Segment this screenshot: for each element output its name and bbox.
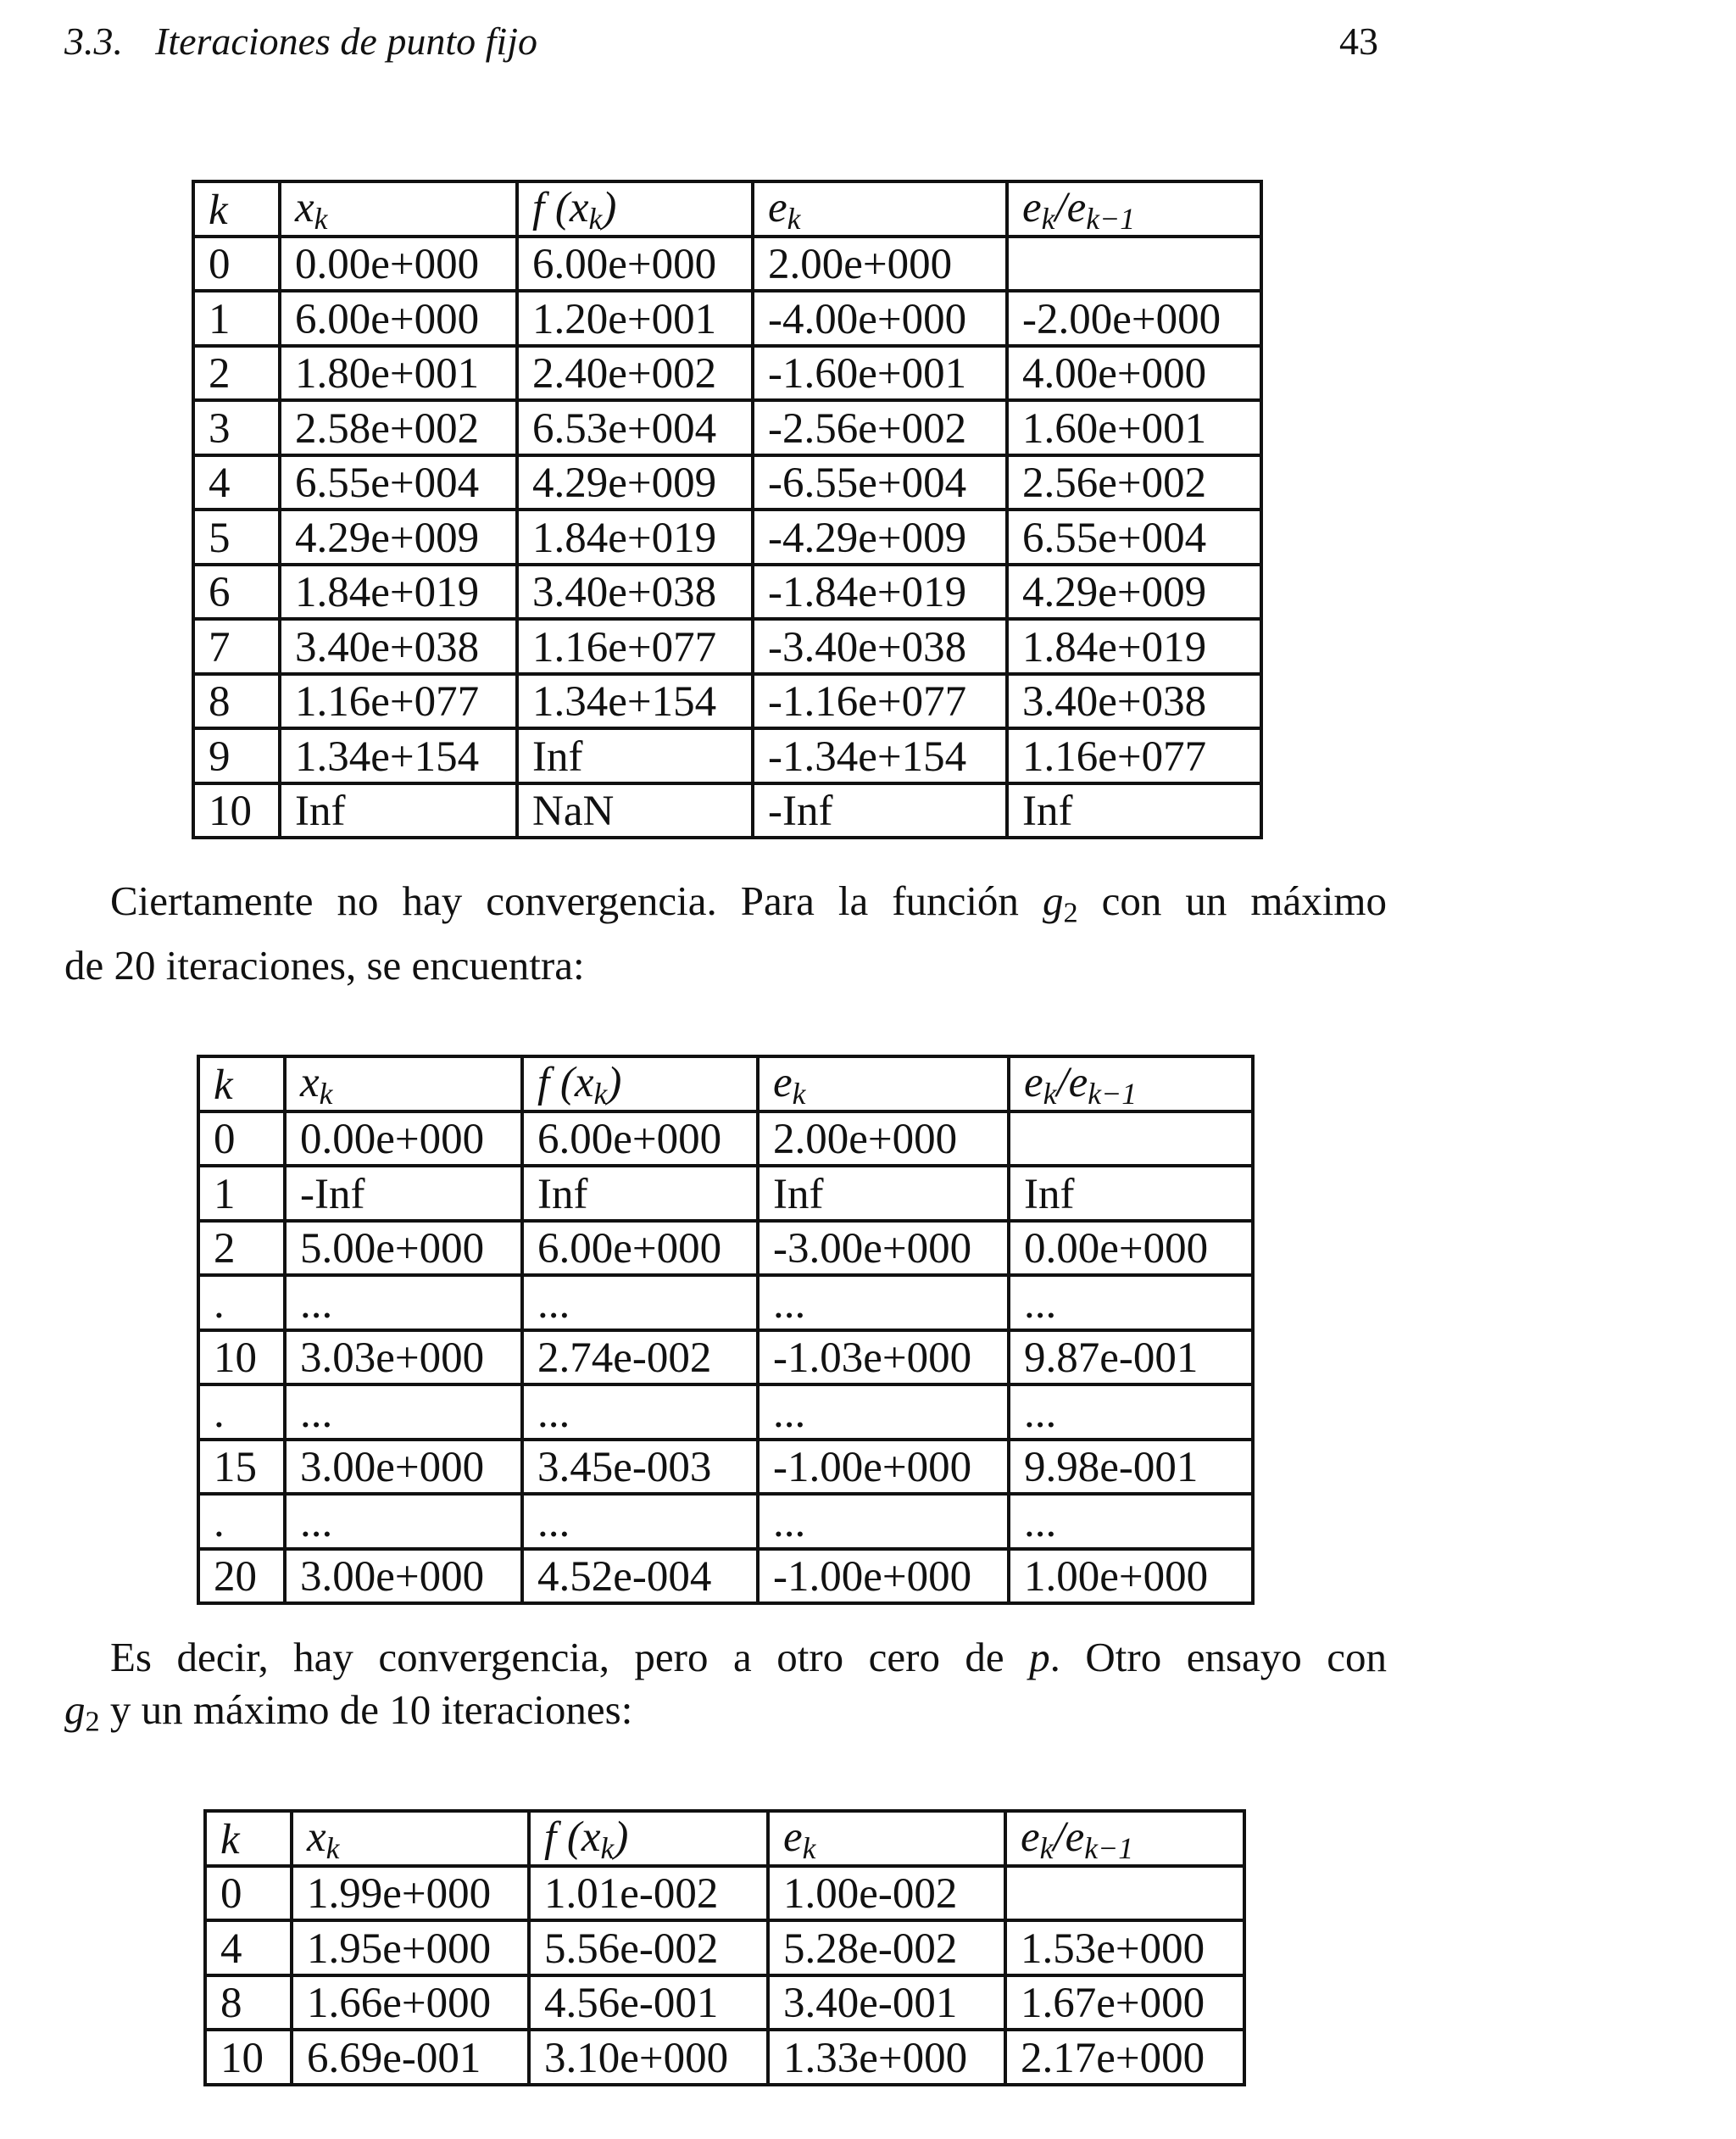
cell-k: 15 xyxy=(198,1440,285,1495)
cell-xk: 1.99e+000 xyxy=(292,1866,529,1921)
cell-k: 3 xyxy=(193,400,280,455)
cell-ek: 3.40e-001 xyxy=(768,1975,1005,2030)
header-ek: $e_k$ xyxy=(758,1056,1009,1111)
cell-fxk: 6.00e+000 xyxy=(517,237,753,292)
cell-xk: 5.00e+000 xyxy=(285,1221,522,1276)
cell-fxk: 4.52e-004 xyxy=(522,1549,758,1604)
cell-ratio: 1.00e+000 xyxy=(1009,1549,1253,1604)
cell-fxk: 6.00e+000 xyxy=(522,1221,758,1276)
cell-xk: 0.00e+000 xyxy=(285,1111,522,1167)
cell-ratio xyxy=(1005,1866,1244,1921)
paragraph-2-line-1: Es decir, hay convergencia, pero a otro cero de p. Otro ensayo con xyxy=(110,1634,1388,1680)
header-xk: $x_k$ xyxy=(285,1056,522,1111)
header-ratio: $e_k/e_{k-1}$ xyxy=(1009,1056,1253,1111)
cell-ratio: 0.00e+000 xyxy=(1009,1221,1253,1276)
cell-fxk: 3.10e+000 xyxy=(529,2030,768,2085)
cell-ek: -1.03e+000 xyxy=(758,1330,1009,1385)
cell-xk: 1.66e+000 xyxy=(292,1975,529,2030)
page-number: 43 xyxy=(1339,19,1378,63)
cell-k: 20 xyxy=(198,1549,285,1604)
cell-ek: -4.29e+009 xyxy=(753,510,1007,565)
cell-ratio: ... xyxy=(1009,1494,1253,1549)
header-row xyxy=(205,1811,1244,1866)
cell-xk: 1.16e+077 xyxy=(280,674,517,729)
cell-fxk: 4.29e+009 xyxy=(517,455,753,510)
cell-k: 8 xyxy=(193,674,280,729)
cell-xk: ... xyxy=(285,1384,522,1440)
cell-k: 10 xyxy=(205,2030,292,2085)
cell-ek: ... xyxy=(758,1275,1009,1330)
cell-ek: -4.00e+000 xyxy=(753,291,1007,346)
cell-fxk: ... xyxy=(522,1384,758,1440)
cell-ek: ... xyxy=(758,1384,1009,1440)
cell-k: 10 xyxy=(193,783,280,838)
cell-ratio: 2.56e+002 xyxy=(1007,455,1261,510)
table-row xyxy=(198,1111,1253,1167)
table-row xyxy=(205,1920,1244,1975)
iteration-table-1 xyxy=(192,180,1263,839)
cell-ratio xyxy=(1009,1111,1253,1167)
table-row xyxy=(198,1275,1253,1330)
header-ek: $e_k$ xyxy=(753,181,1007,237)
cell-xk: ... xyxy=(285,1494,522,1549)
table-row xyxy=(193,291,1261,346)
cell-xk: 6.69e-001 xyxy=(292,2030,529,2085)
header-fxk: f $(x_k)$ xyxy=(529,1811,768,1866)
header-k: k xyxy=(205,1811,292,1866)
cell-k: 1 xyxy=(198,1166,285,1221)
cell-k: 5 xyxy=(193,510,280,565)
cell-k: 4 xyxy=(193,455,280,510)
paragraph-2 xyxy=(64,1631,1387,1748)
cell-k: 0 xyxy=(198,1111,285,1167)
header-k: k xyxy=(198,1056,285,1111)
cell-ek: 5.28e-002 xyxy=(768,1920,1005,1975)
cell-xk: 2.58e+002 xyxy=(280,400,517,455)
paragraph-1 xyxy=(64,875,1387,992)
section-title: Iteraciones de punto fijo xyxy=(155,19,537,63)
header-ratio: $e_k/e_{k-1}$ xyxy=(1007,181,1261,237)
cell-ek: 2.00e+000 xyxy=(753,237,1007,292)
paragraph-2-line-2: $g_2$ y un máximo de 10 iteraciones: xyxy=(64,1686,633,1738)
cell-ek: -1.00e+000 xyxy=(758,1440,1009,1495)
cell-ek: -Inf xyxy=(753,783,1007,838)
table-row xyxy=(205,1866,1244,1921)
table-row xyxy=(198,1440,1253,1495)
cell-fxk: 6.00e+000 xyxy=(522,1111,758,1167)
cell-xk: 3.00e+000 xyxy=(285,1440,522,1495)
header-k: k xyxy=(193,181,280,237)
table-row xyxy=(198,1549,1253,1604)
cell-ek: Inf xyxy=(758,1166,1009,1221)
cell-k: . xyxy=(198,1494,285,1549)
cell-ratio: ... xyxy=(1009,1275,1253,1330)
header-row xyxy=(198,1056,1253,1111)
cell-fxk: 3.40e+038 xyxy=(517,565,753,620)
cell-ratio: 9.98e-001 xyxy=(1009,1440,1253,1495)
table-row xyxy=(205,1975,1244,2030)
cell-ratio: 9.87e-001 xyxy=(1009,1330,1253,1385)
cell-k: . xyxy=(198,1275,285,1330)
cell-ratio: 1.84e+019 xyxy=(1007,619,1261,674)
cell-fxk: ... xyxy=(522,1494,758,1549)
running-head xyxy=(64,19,537,64)
cell-xk: 0.00e+000 xyxy=(280,237,517,292)
cell-ek: 1.33e+000 xyxy=(768,2030,1005,2085)
cell-fxk: 2.74e-002 xyxy=(522,1330,758,1385)
table-row xyxy=(193,783,1261,838)
cell-fxk: Inf xyxy=(522,1166,758,1221)
header-xk: $x_k$ xyxy=(292,1811,529,1866)
cell-ek: 1.00e-002 xyxy=(768,1866,1005,1921)
cell-xk: -Inf xyxy=(285,1166,522,1221)
cell-fxk: 1.34e+154 xyxy=(517,674,753,729)
cell-fxk: 1.16e+077 xyxy=(517,619,753,674)
header-xk: $x_k$ xyxy=(280,181,517,237)
cell-xk: 1.80e+001 xyxy=(280,346,517,401)
cell-ratio: Inf xyxy=(1007,783,1261,838)
cell-ratio: ... xyxy=(1009,1384,1253,1440)
cell-fxk: 4.56e-001 xyxy=(529,1975,768,2030)
cell-fxk: 1.01e-002 xyxy=(529,1866,768,1921)
iteration-table-2 xyxy=(197,1055,1255,1605)
table-row xyxy=(193,674,1261,729)
cell-k: 7 xyxy=(193,619,280,674)
cell-k: 6 xyxy=(193,565,280,620)
cell-k: 0 xyxy=(193,237,280,292)
cell-fxk: 1.20e+001 xyxy=(517,291,753,346)
paragraph-1-line-2: de 20 iteraciones, se encuentra: xyxy=(64,941,585,989)
cell-xk: ... xyxy=(285,1275,522,1330)
cell-ratio: 1.67e+000 xyxy=(1005,1975,1244,2030)
cell-ratio: -2.00e+000 xyxy=(1007,291,1261,346)
cell-ek: ... xyxy=(758,1494,1009,1549)
cell-ratio xyxy=(1007,237,1261,292)
cell-k: 2 xyxy=(198,1221,285,1276)
cell-k: 0 xyxy=(205,1866,292,1921)
cell-xk: 1.95e+000 xyxy=(292,1920,529,1975)
cell-ek: -1.16e+077 xyxy=(753,674,1007,729)
cell-ek: -1.84e+019 xyxy=(753,565,1007,620)
cell-ek: 2.00e+000 xyxy=(758,1111,1009,1167)
table-row xyxy=(193,510,1261,565)
cell-ek: -2.56e+002 xyxy=(753,400,1007,455)
cell-ratio: Inf xyxy=(1009,1166,1253,1221)
cell-ratio: 1.16e+077 xyxy=(1007,728,1261,783)
cell-ratio: 2.17e+000 xyxy=(1005,2030,1244,2085)
cell-fxk: Inf xyxy=(517,728,753,783)
cell-fxk: NaN xyxy=(517,783,753,838)
cell-k: 8 xyxy=(205,1975,292,2030)
cell-ratio: 3.40e+038 xyxy=(1007,674,1261,729)
cell-k: 10 xyxy=(198,1330,285,1385)
cell-ek: -3.40e+038 xyxy=(753,619,1007,674)
table-row xyxy=(193,346,1261,401)
cell-xk: 1.34e+154 xyxy=(280,728,517,783)
table-row xyxy=(198,1166,1253,1221)
cell-ek: -1.00e+000 xyxy=(758,1549,1009,1604)
cell-ek: -1.60e+001 xyxy=(753,346,1007,401)
table-row xyxy=(198,1221,1253,1276)
cell-fxk: 6.53e+004 xyxy=(517,400,753,455)
section-number: 3.3. xyxy=(64,19,123,63)
cell-ratio: 4.00e+000 xyxy=(1007,346,1261,401)
header-ek: $e_k$ xyxy=(768,1811,1005,1866)
cell-fxk: 2.40e+002 xyxy=(517,346,753,401)
cell-ek: -1.34e+154 xyxy=(753,728,1007,783)
iteration-table-3 xyxy=(203,1809,1246,2086)
cell-xk: Inf xyxy=(280,783,517,838)
table-row xyxy=(193,565,1261,620)
cell-k: 4 xyxy=(205,1920,292,1975)
cell-fxk: 3.45e-003 xyxy=(522,1440,758,1495)
cell-xk: 3.03e+000 xyxy=(285,1330,522,1385)
cell-ratio: 4.29e+009 xyxy=(1007,565,1261,620)
cell-ek: -6.55e+004 xyxy=(753,455,1007,510)
table-row xyxy=(205,2030,1244,2085)
cell-fxk: 1.84e+019 xyxy=(517,510,753,565)
cell-ratio: 1.53e+000 xyxy=(1005,1920,1244,1975)
table-row xyxy=(193,237,1261,292)
table-row xyxy=(198,1384,1253,1440)
header-row xyxy=(193,181,1261,237)
cell-ratio: 1.60e+001 xyxy=(1007,400,1261,455)
cell-xk: 4.29e+009 xyxy=(280,510,517,565)
table-row xyxy=(193,455,1261,510)
cell-xk: 1.84e+019 xyxy=(280,565,517,620)
cell-k: 9 xyxy=(193,728,280,783)
cell-xk: 3.40e+038 xyxy=(280,619,517,674)
table-row xyxy=(193,619,1261,674)
table-row xyxy=(193,400,1261,455)
cell-ratio: 6.55e+004 xyxy=(1007,510,1261,565)
cell-xk: 3.00e+000 xyxy=(285,1549,522,1604)
cell-k: . xyxy=(198,1384,285,1440)
table-row xyxy=(198,1330,1253,1385)
header-ratio: $e_k/e_{k-1}$ xyxy=(1005,1811,1244,1866)
cell-xk: 6.55e+004 xyxy=(280,455,517,510)
table-row xyxy=(198,1494,1253,1549)
paragraph-1-line-1: Ciertamente no hay convergencia. Para la función $g_2$ con un máximo xyxy=(110,877,1387,929)
header-fxk: f $(x_k)$ xyxy=(522,1056,758,1111)
cell-fxk: 5.56e-002 xyxy=(529,1920,768,1975)
header-fxk: f $(x_k)$ xyxy=(517,181,753,237)
cell-k: 2 xyxy=(193,346,280,401)
cell-k: 1 xyxy=(193,291,280,346)
cell-fxk: ... xyxy=(522,1275,758,1330)
table-row xyxy=(193,728,1261,783)
cell-xk: 6.00e+000 xyxy=(280,291,517,346)
cell-ek: -3.00e+000 xyxy=(758,1221,1009,1276)
